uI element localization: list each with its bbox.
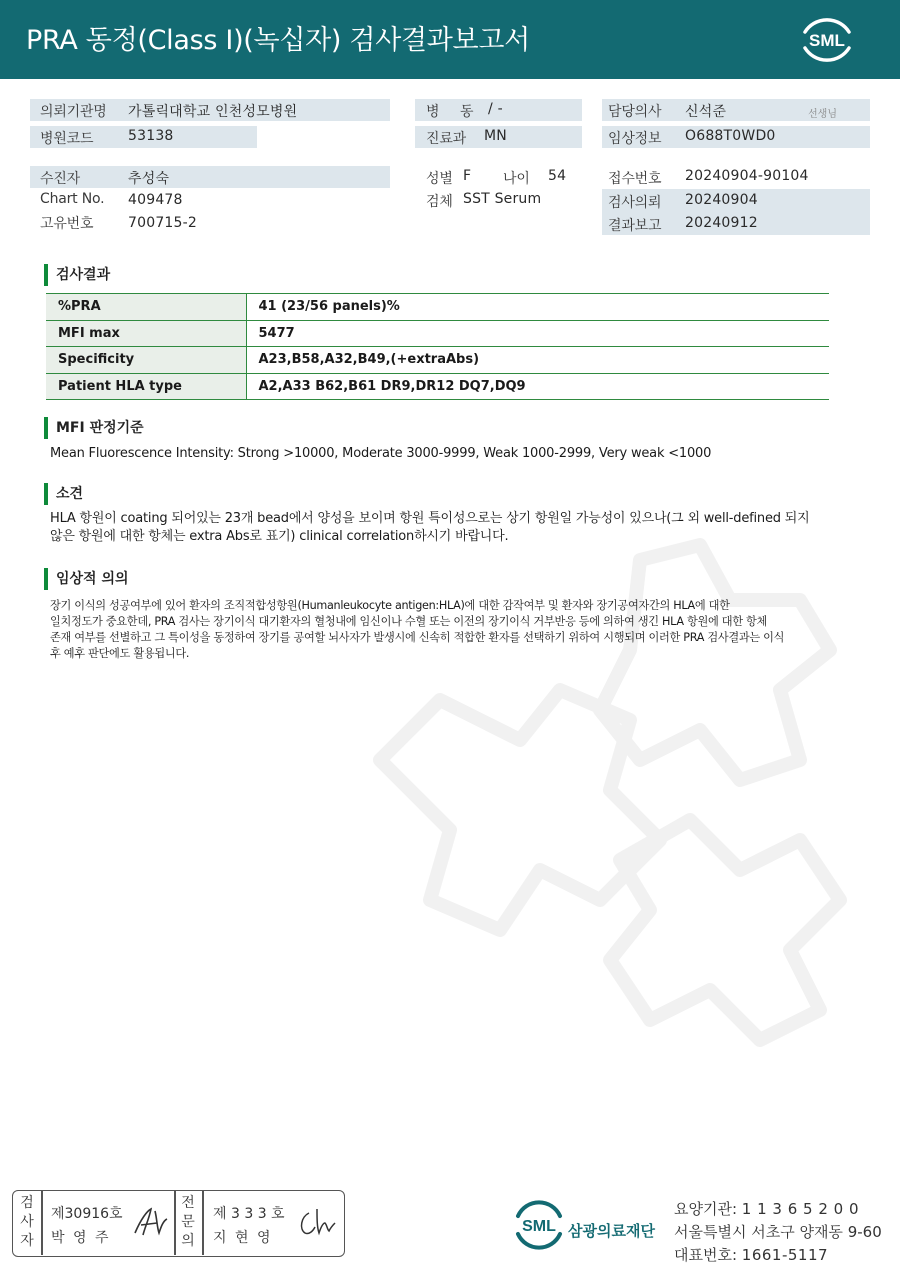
clinical-info-label: 임상정보 bbox=[608, 131, 662, 147]
clinical-line: 장기 이식의 성공여부에 있어 환자의 조직적합성항원(Humanleukocyte antigen:HLA)에 대한 감작여부 및 환자와 장기공여자간의 HLA에 대한 bbox=[50, 599, 730, 612]
institution-label: 의뢰기관명 bbox=[40, 104, 107, 120]
institution-code-label: 요양기관: bbox=[674, 1200, 738, 1218]
clinical-info-value: O688T0WD0 bbox=[685, 128, 776, 144]
tester-label: 검 사 자 bbox=[20, 1195, 34, 1249]
signature-divider bbox=[202, 1191, 204, 1255]
result-value: 5477 bbox=[246, 320, 829, 347]
patient-value: 추성숙 bbox=[128, 171, 170, 187]
specialist-signature bbox=[295, 1205, 337, 1239]
footer-phone-value: 1661-5117 bbox=[741, 1246, 829, 1264]
specimen-label: 검체 bbox=[426, 194, 453, 210]
clinical-line: 존재 여부를 선별하고 그 특이성을 동정하여 장기를 공여할 뇌사자가 발생시에 신속히 적합한 환자를 선택하기 위하여 시행되며 이러한 PRA 검사결과는 이식 bbox=[50, 631, 785, 644]
specialist-name: 지 현 영 bbox=[213, 1230, 273, 1246]
ward-label: 병 동 bbox=[426, 104, 482, 120]
signature-divider bbox=[174, 1191, 176, 1255]
result-key: %PRA bbox=[46, 294, 246, 321]
ward-value: / - bbox=[488, 101, 503, 117]
opinion-line: HLA 항원이 coating 되어있는 23개 bead에서 양성을 보이며 항원 특이성으로는 상기 항원일 가능성이 있으나(그 외 well-defined 되지 bbox=[50, 511, 810, 526]
signature-box bbox=[12, 1190, 345, 1257]
result-value: A2,A33 B62,B61 DR9,DR12 DQ7,DQ9 bbox=[246, 373, 829, 400]
dept-value: MN bbox=[484, 128, 507, 144]
report-header bbox=[0, 0, 900, 79]
chart-no-label: Chart No. bbox=[40, 191, 105, 207]
report-title: PRA 동정(Class I)(녹십자) 검사결과보고서 bbox=[26, 25, 530, 56]
report-date-value: 20240912 bbox=[685, 215, 758, 231]
mfi-section-title: MFI 판정기준 bbox=[44, 417, 144, 439]
table-row bbox=[46, 294, 829, 321]
footer-phone-label: 대표번호: bbox=[674, 1246, 738, 1264]
specimen-value: SST Serum bbox=[463, 191, 542, 207]
result-key: Specificity bbox=[46, 347, 246, 374]
institution-code-value: 1 1 3 6 5 2 0 0 bbox=[741, 1200, 860, 1218]
table-row bbox=[46, 347, 829, 374]
patient-bar bbox=[30, 166, 390, 188]
footer-sml-logo-icon bbox=[510, 1196, 568, 1254]
tester-signature bbox=[131, 1205, 171, 1239]
foundation-name: 삼광의료재단 bbox=[568, 1222, 655, 1240]
chart-no-value: 409478 bbox=[128, 192, 183, 208]
mfi-criteria-text: Mean Fluorescence Intensity: Strong >10000, Moderate 3000-9999, Weak 1000-2999, Very weak <1000 bbox=[50, 446, 712, 461]
doctor-suffix: 선생님 bbox=[808, 109, 837, 120]
signature-divider bbox=[41, 1191, 43, 1255]
results-table bbox=[46, 293, 829, 400]
dept-label: 진료과 bbox=[426, 131, 466, 147]
specialist-license-no: 제 3 3 3 호 bbox=[213, 1206, 285, 1222]
institution-code bbox=[674, 1198, 859, 1219]
doctor-label: 담당의사 bbox=[608, 104, 662, 120]
hospital-code-label: 병원코드 bbox=[40, 131, 94, 147]
sml-logo-icon bbox=[795, 10, 859, 68]
opinion-line: 않은 항원에 대한 항체는 extra Abs로 표기) clinical correlation하시기 바랍니다. bbox=[50, 529, 509, 544]
request-date-value: 20240904 bbox=[685, 192, 758, 208]
clinical-line: 일치정도가 중요한데, PRA 검사는 장기이식 대기환자의 혈청내에 임신이나 수혈 또는 이전의 장기이식 거부반응 등에 의하여 생긴 HLA 항원에 대한 항체 bbox=[50, 615, 768, 628]
table-row bbox=[46, 373, 829, 400]
result-key: MFI max bbox=[46, 320, 246, 347]
tester-name: 박 영 주 bbox=[51, 1230, 111, 1246]
age-label: 나이 bbox=[503, 171, 530, 187]
results-section-title: 검사결과 bbox=[44, 264, 110, 286]
hospital-code-value: 53138 bbox=[128, 128, 174, 144]
result-value: A23,B58,A32,B49,(+extraAbs) bbox=[246, 347, 829, 374]
result-value: 41 (23/56 panels)% bbox=[246, 294, 829, 321]
footer-address: 서울특별시 서초구 양재동 9-60 bbox=[674, 1223, 882, 1241]
tester-license-no: 제30916호 bbox=[51, 1206, 123, 1222]
sml-logo-text: SML bbox=[809, 31, 845, 50]
sex-label: 성별 bbox=[426, 171, 453, 187]
receipt-value: 20240904-90104 bbox=[685, 168, 809, 184]
clinical-line: 후 예후 판단에도 활용됩니다. bbox=[50, 647, 190, 660]
footer-sml-logo-text: SML bbox=[522, 1218, 556, 1235]
request-date-label: 검사의뢰 bbox=[608, 195, 662, 211]
receipt-label: 접수번호 bbox=[608, 171, 662, 187]
clinical-section-title: 임상적 의의 bbox=[44, 568, 129, 590]
institution-value: 가톨릭대학교 인천성모병원 bbox=[128, 104, 298, 120]
opinion-section-title: 소견 bbox=[44, 483, 83, 505]
unique-id-value: 700715-2 bbox=[128, 215, 198, 231]
doctor-value: 신석준 bbox=[685, 104, 727, 120]
report-date-label: 결과보고 bbox=[608, 218, 662, 234]
sex-value: F bbox=[463, 168, 472, 184]
table-row bbox=[46, 320, 829, 347]
specialist-label: 전 문 의 bbox=[181, 1195, 195, 1249]
age-value: 54 bbox=[548, 168, 567, 184]
result-key: Patient HLA type bbox=[46, 373, 246, 400]
footer-phone bbox=[674, 1244, 828, 1265]
patient-label: 수진자 bbox=[40, 171, 80, 187]
unique-id-label: 고유번호 bbox=[40, 216, 94, 232]
